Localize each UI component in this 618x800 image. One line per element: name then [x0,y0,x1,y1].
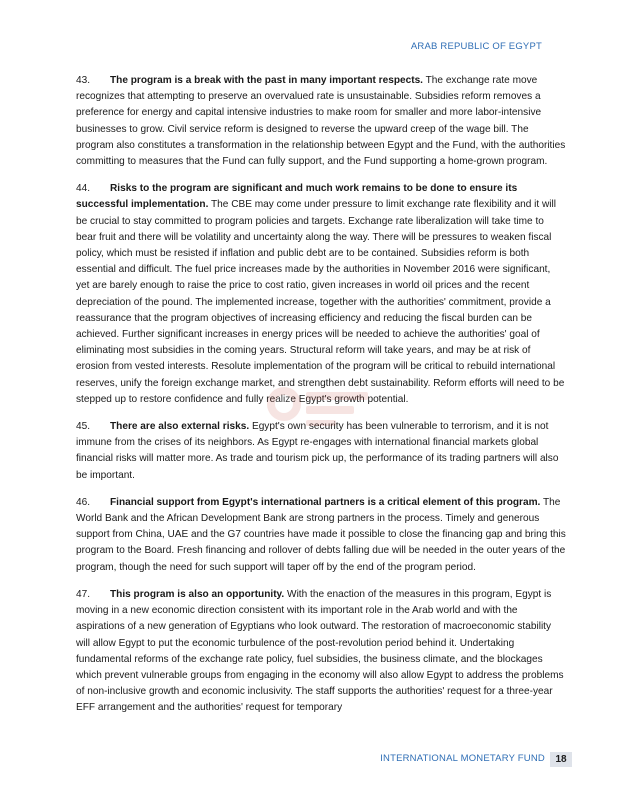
running-head: ARAB REPUBLIC OF EGYPT [410,41,542,52]
paragraph-number: 46. [76,496,91,508]
paragraph-46 [76,495,566,576]
paragraph-43 [76,73,566,170]
paragraph-text: Egypt's own security has been vulnerable to terrorism, and it is not immune from the crises of its neighbors. As Egypt re-engages with international financial markets global financial risks will matter more. As trade and tourism pick up, the performance of its trading partners will also be important. [76,421,559,481]
paragraph-number: 47. [76,588,91,600]
paragraph-44 [76,181,566,408]
paragraph-text: With the enaction of the measures in this program, Egypt is moving in a new economic direction consistent with its important role in the Arab world and with the aspirations of a new generation of Egyptians who look outward. The restoration of macroeconomic stability will allow Egypt to put the economic turbulence of the post-revolution period behind it. Undertaking fundamental reforms of the exchange rate policy, fuel subsidies, the business climate, and the blockages which prevent vulnerable groups from engaging in the economy will also allow Egypt to address the problems of non-inclusive growth and economic inclusivity. The staff supports the authorities' request for a three-year EFF arrangement and the authorities' request for temporary [76,588,564,714]
paragraph-text: The exchange rate move recognizes that attempting to preserve an overvalued rate is unsustainable. Subsidies reform removes a preference for energy and capital intensive industries to make room for smaller and more labor-intensive businesses to grow. Civil service reform is designed to reverse the upward creep of the wage bill. The program also constitutes a transformation in the relationship between Egypt and the Fund, with the authorities committing to measures that the Fund can fully support, and the Fund supporting a home-grown program. [76,75,566,168]
paragraph-number: 45. [76,421,91,433]
paragraph-lead: This program is also an opportunity. [110,588,285,600]
document-body [76,73,566,728]
paragraph-number: 44. [76,183,91,195]
footer-publisher: INTERNATIONAL MONETARY FUND [380,753,545,764]
page-footer [0,752,618,768]
page-number-badge: 18 [550,752,572,767]
paragraph-45 [76,419,566,484]
paragraph-lead: The program is a break with the past in many important respects. [110,75,423,86]
paragraph-text: The World Bank and the African Development Bank are strong partners in the process. Timely and generous support from China, UAE and the G7 countries have made it possible to close the financing gap and bring this program to the Board. Fresh financing and rollover of debts falling due will be needed in the outer years of the program, though the need for such support will taper off by the end of the program period. [76,496,566,573]
paragraph-lead: There are also external risks. [110,421,250,433]
paragraph-47 [76,587,566,717]
paragraph-number: 43. [76,75,91,86]
paragraph-text: The CBE may come under pressure to limit exchange rate flexibility and it will be crucial to stay committed to program policies and targets. Exchange rate liberalization will take time to bear fruit and there will be volatility and uncertainty along the way. There will be pressures to weaken fiscal policy, which must be resisted if inflation and public debt are to be contained. Subsidies reform is both essential and difficult. The fuel price increases made by the authorities in November 2016 were significant, yet are barely enough to raise the price to cost ratio, given increases in world oil prices and the recent depreciation of the pound. The implemented increase, together with the authorities' commitment, provide a reassurance that the program objectives of increasing efficiency and reducing the fiscal burden can be achieved. Further significant increases in energy prices will be needed to achieve the authorities' goal of eliminating most subsidies in the coming years. Structural reform will take years, and may be at risk of erosion from vested interests. Resolute implementation of the program will be critical to rebuild international reserves, unify the foreign exchange market, and strengthen debt sustainability. Reform efforts will need to be stepped up to restore confidence and fully realize Egypt's growth potential. [76,199,565,405]
paragraph-lead: Risks to the program are significant and much work remains to be done to ensure its successful implementation. [76,183,518,211]
paragraph-lead: Financial support from Egypt's international partners is a critical element of this program. [110,496,541,508]
